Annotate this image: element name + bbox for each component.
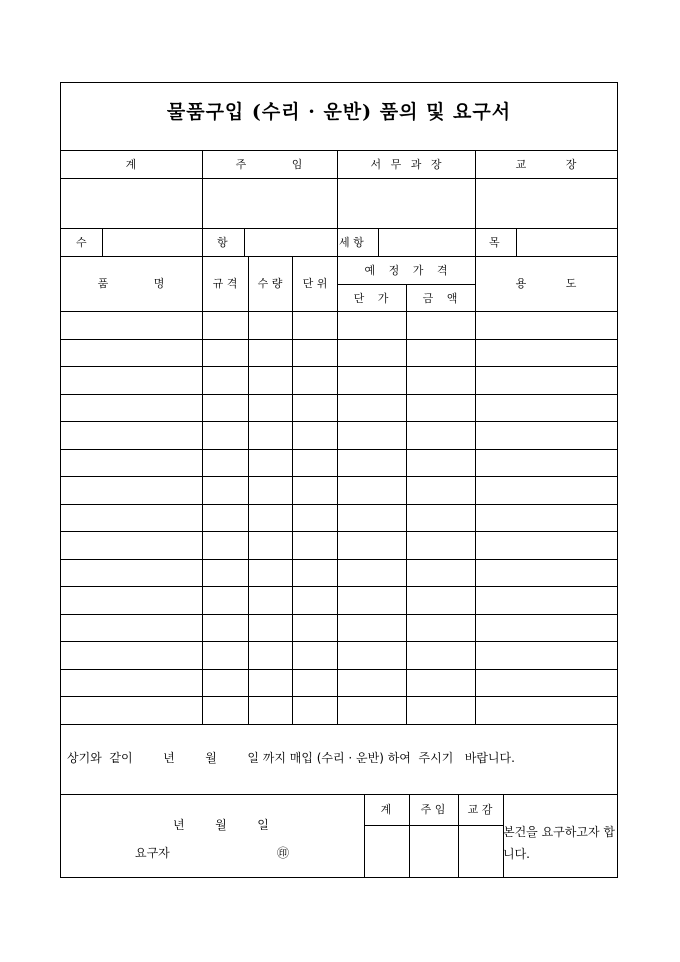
table-row <box>61 696 617 697</box>
rule <box>61 228 617 229</box>
table-row <box>61 531 617 532</box>
approval-staff-label: 계 <box>125 158 137 171</box>
rule <box>475 256 476 724</box>
mok-label: 목 <box>489 236 500 249</box>
sehang-label: 세 항 <box>339 236 364 249</box>
table-row <box>61 476 617 477</box>
rule <box>337 256 338 724</box>
su-label: 수 <box>76 236 87 249</box>
amount-header: 금 액 <box>422 292 458 305</box>
seal-mark: ㊞ <box>277 846 290 860</box>
rule <box>364 825 503 826</box>
footer-date-line: 년 월 일 <box>173 818 269 832</box>
table-row <box>61 641 617 642</box>
rule <box>248 256 249 724</box>
item-name-header: 품 명 <box>97 277 165 290</box>
form-title: 물품구입 (수리 · 운반) 품의 및 요구서 <box>166 101 512 123</box>
rule <box>516 228 517 256</box>
rule <box>202 256 203 724</box>
rule <box>61 724 617 725</box>
rule <box>475 150 476 256</box>
rule <box>409 794 410 878</box>
rule <box>337 150 338 256</box>
table-row <box>61 586 617 587</box>
table-row <box>61 449 617 450</box>
estimate-header: 예 정 가 격 <box>364 264 448 277</box>
rule <box>61 794 617 795</box>
footer-staff-label: 계 <box>380 803 392 816</box>
rule <box>458 794 459 878</box>
table-row <box>61 339 617 340</box>
approval-manager-label: 서 무 과 장 <box>370 158 442 171</box>
rule <box>244 228 245 256</box>
requester-label: 요구자 <box>135 846 170 860</box>
rule <box>378 228 379 256</box>
rule <box>364 794 365 878</box>
rule <box>61 178 617 179</box>
hang-label: 항 <box>217 236 228 249</box>
unit-header: 단 위 <box>302 277 328 290</box>
rule <box>202 150 203 256</box>
qty-header: 수 량 <box>257 277 283 290</box>
rule <box>102 228 103 256</box>
approval-chief-label: 주 임 <box>235 158 303 171</box>
table-row <box>61 366 617 367</box>
rule <box>61 150 617 151</box>
table-row <box>61 669 617 670</box>
rule <box>61 311 617 312</box>
footer-chief-label: 주 임 <box>420 803 446 816</box>
rule <box>292 256 293 724</box>
request-statement: 상기와 같이 년 월 일 까지 매입 (수리 · 운반) 하여 주시기 바랍니다. <box>67 751 515 765</box>
table-row <box>61 394 617 395</box>
table-row <box>61 614 617 615</box>
approval-principal-label: 교 장 <box>515 158 577 171</box>
footer-vice-principal-label: 교 감 <box>467 803 493 816</box>
request-note: 본건을 요구하고자 합니다. <box>503 825 615 861</box>
requisition-form <box>60 82 618 878</box>
spec-header: 규 격 <box>212 277 238 290</box>
usage-header: 용 도 <box>515 277 577 290</box>
unit-price-header: 단 가 <box>353 292 389 305</box>
rule <box>61 256 617 257</box>
table-row <box>61 421 617 422</box>
table-row <box>61 559 617 560</box>
table-row <box>61 504 617 505</box>
